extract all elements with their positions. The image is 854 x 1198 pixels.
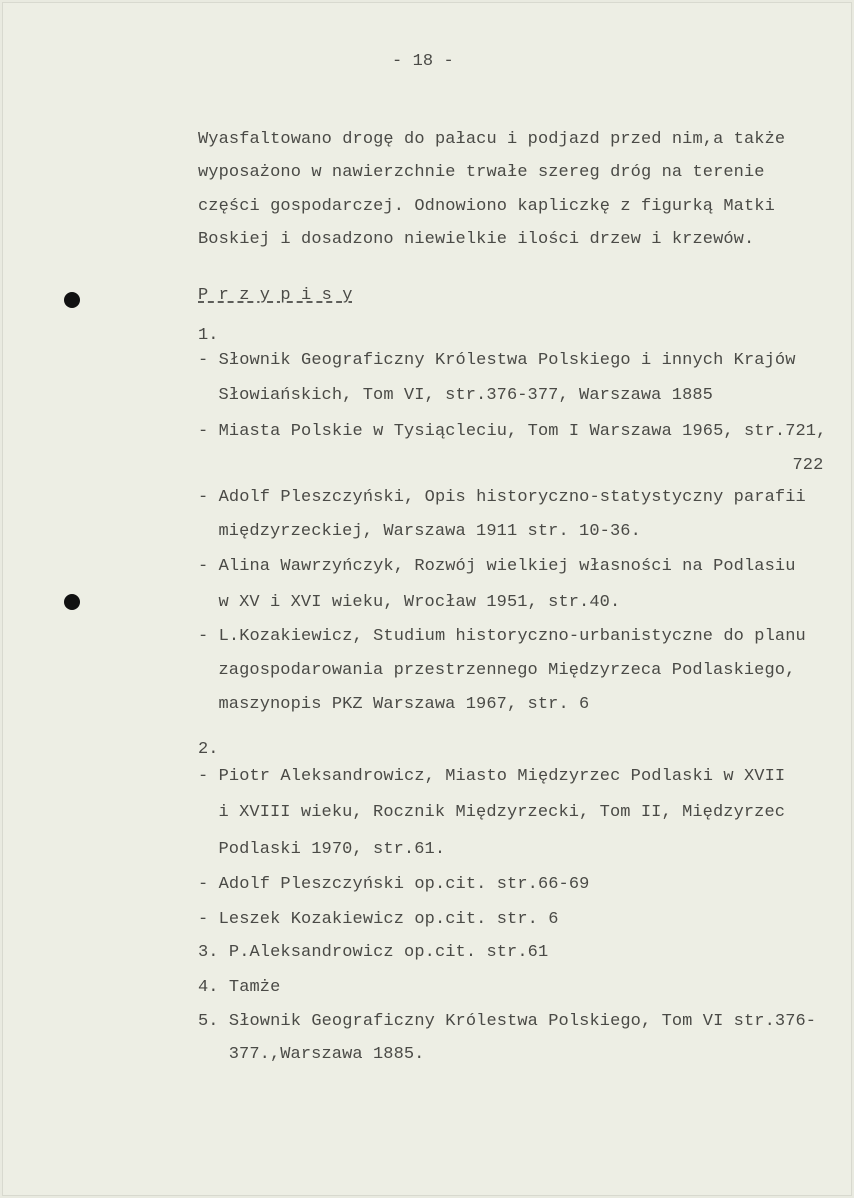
page-number: - 18 - bbox=[392, 52, 454, 71]
footnote-line: - Leszek Kozakiewicz op.cit. str. 6 bbox=[198, 910, 559, 929]
footnote-line: 3. P.Aleksandrowicz op.cit. str.61 bbox=[198, 943, 549, 962]
footnote-line: Słowiańskich, Tom VI, str.376-377, Warszawa 1885 bbox=[218, 386, 713, 405]
footnote-line: zagospodarowania przestrzennego Międzyrzeca Podlaskiego, bbox=[218, 661, 796, 680]
footnote-line: - Adolf Pleszczyński op.cit. str.66-69 bbox=[198, 875, 590, 894]
punch-hole bbox=[64, 292, 80, 308]
footnote-line: - Miasta Polskie w Tysiącleciu, Tom I Warszawa 1965, str.721, bbox=[198, 422, 827, 441]
footnote-line: 722 bbox=[792, 456, 824, 475]
footnote-line: - Słownik Geograficzny Królestwa Polskiego i innych Krajów bbox=[198, 351, 796, 370]
footnote-line: w XV i XVI wieku, Wrocław 1951, str.40. bbox=[218, 593, 621, 612]
footnotes-heading: P r z y p i s y bbox=[198, 286, 353, 305]
footnote-line: - Piotr Aleksandrowicz, Miasto Międzyrzec Podlaski w XVII bbox=[198, 767, 786, 786]
footnote-line: maszynopis PKZ Warszawa 1967, str. 6 bbox=[218, 695, 590, 714]
footnote-line: 2. bbox=[198, 740, 219, 759]
footnote-line: 1. bbox=[198, 326, 219, 345]
footnote-line: 4. Tamże bbox=[198, 978, 281, 997]
footnote-line: 5. Słownik Geograficzny Królestwa Polskiego, Tom VI str.376- bbox=[198, 1012, 817, 1031]
punch-hole bbox=[64, 594, 80, 610]
footnote-line: międzyrzeckiej, Warszawa 1911 str. 10-36. bbox=[218, 522, 641, 541]
paragraph-line: Wyasfaltowano drogę do pałacu i podjazd przed nim,a także bbox=[198, 130, 786, 149]
footnote-line: - L.Kozakiewicz, Studium historyczno-urbanistyczne do planu bbox=[198, 627, 806, 646]
footnote-line: Podlaski 1970, str.61. bbox=[218, 840, 446, 859]
paragraph-line: części gospodarczej. Odnowiono kapliczkę z figurką Matki bbox=[198, 197, 775, 216]
footnote-line: - Adolf Pleszczyński, Opis historyczno-statystyczny parafii bbox=[198, 488, 806, 507]
footnote-line: - Alina Wawrzyńczyk, Rozwój wielkiej własności na Podlasiu bbox=[198, 557, 796, 576]
paragraph-line: Boskiej i dosadzono niewielkie ilości drzew i krzewów. bbox=[198, 230, 755, 249]
footnote-line: i XVIII wieku, Rocznik Międzyrzecki, Tom II, Międzyrzec bbox=[218, 803, 786, 822]
paragraph-line: wyposażono w nawierzchnie trwałe szereg dróg na terenie bbox=[198, 163, 765, 182]
footnote-line: 377.,Warszawa 1885. bbox=[228, 1045, 425, 1064]
